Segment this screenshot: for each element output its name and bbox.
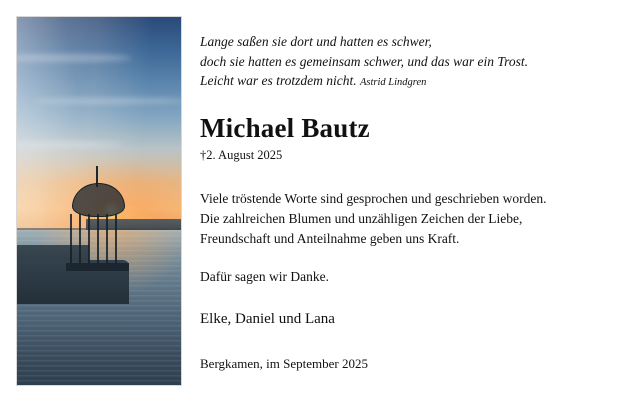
quote-line-3: Leicht war es trotzdem nicht. (200, 73, 357, 89)
body-line-2: Die zahlreichen Blumen und unzähligen Zeichen der Liebe, (200, 210, 523, 226)
pavilion-pillars (70, 214, 124, 264)
body-line-1: Viele tröstende Worte sind gesprochen und geschrieben worden. (200, 190, 547, 206)
place-and-date: Bergkamen, im September 2025 (200, 356, 369, 372)
body-line-3: Freundschaft und Anteilnahme geben uns Kraft. (200, 231, 460, 247)
pavilion-silhouette (60, 175, 135, 271)
deceased-dates: †2. August 2025 (200, 147, 283, 162)
quote-line-1: Lange saßen sie dort und hatten es schwer, (200, 34, 432, 49)
quote-block (200, 32, 614, 91)
quote-line-2: doch sie hatten es gemeinsam schwer, und das war ein Trost. (200, 53, 528, 69)
quote-line-3-wrap (200, 71, 614, 91)
pavilion-base (66, 263, 129, 271)
quote-author: Astrid Lindgren (360, 77, 427, 89)
memorial-text-column (200, 16, 614, 372)
body-text (200, 189, 614, 250)
cloud-streak-2 (33, 98, 182, 104)
deceased-name: Michael Bautz (200, 112, 370, 143)
thanks-text: Dafür sagen wir Danke. (200, 269, 329, 285)
cloud-streak-1 (16, 54, 132, 62)
memorial-photo (16, 16, 182, 386)
pavilion-dome (72, 183, 125, 218)
family-names: Elke, Daniel und Lana (200, 311, 335, 328)
